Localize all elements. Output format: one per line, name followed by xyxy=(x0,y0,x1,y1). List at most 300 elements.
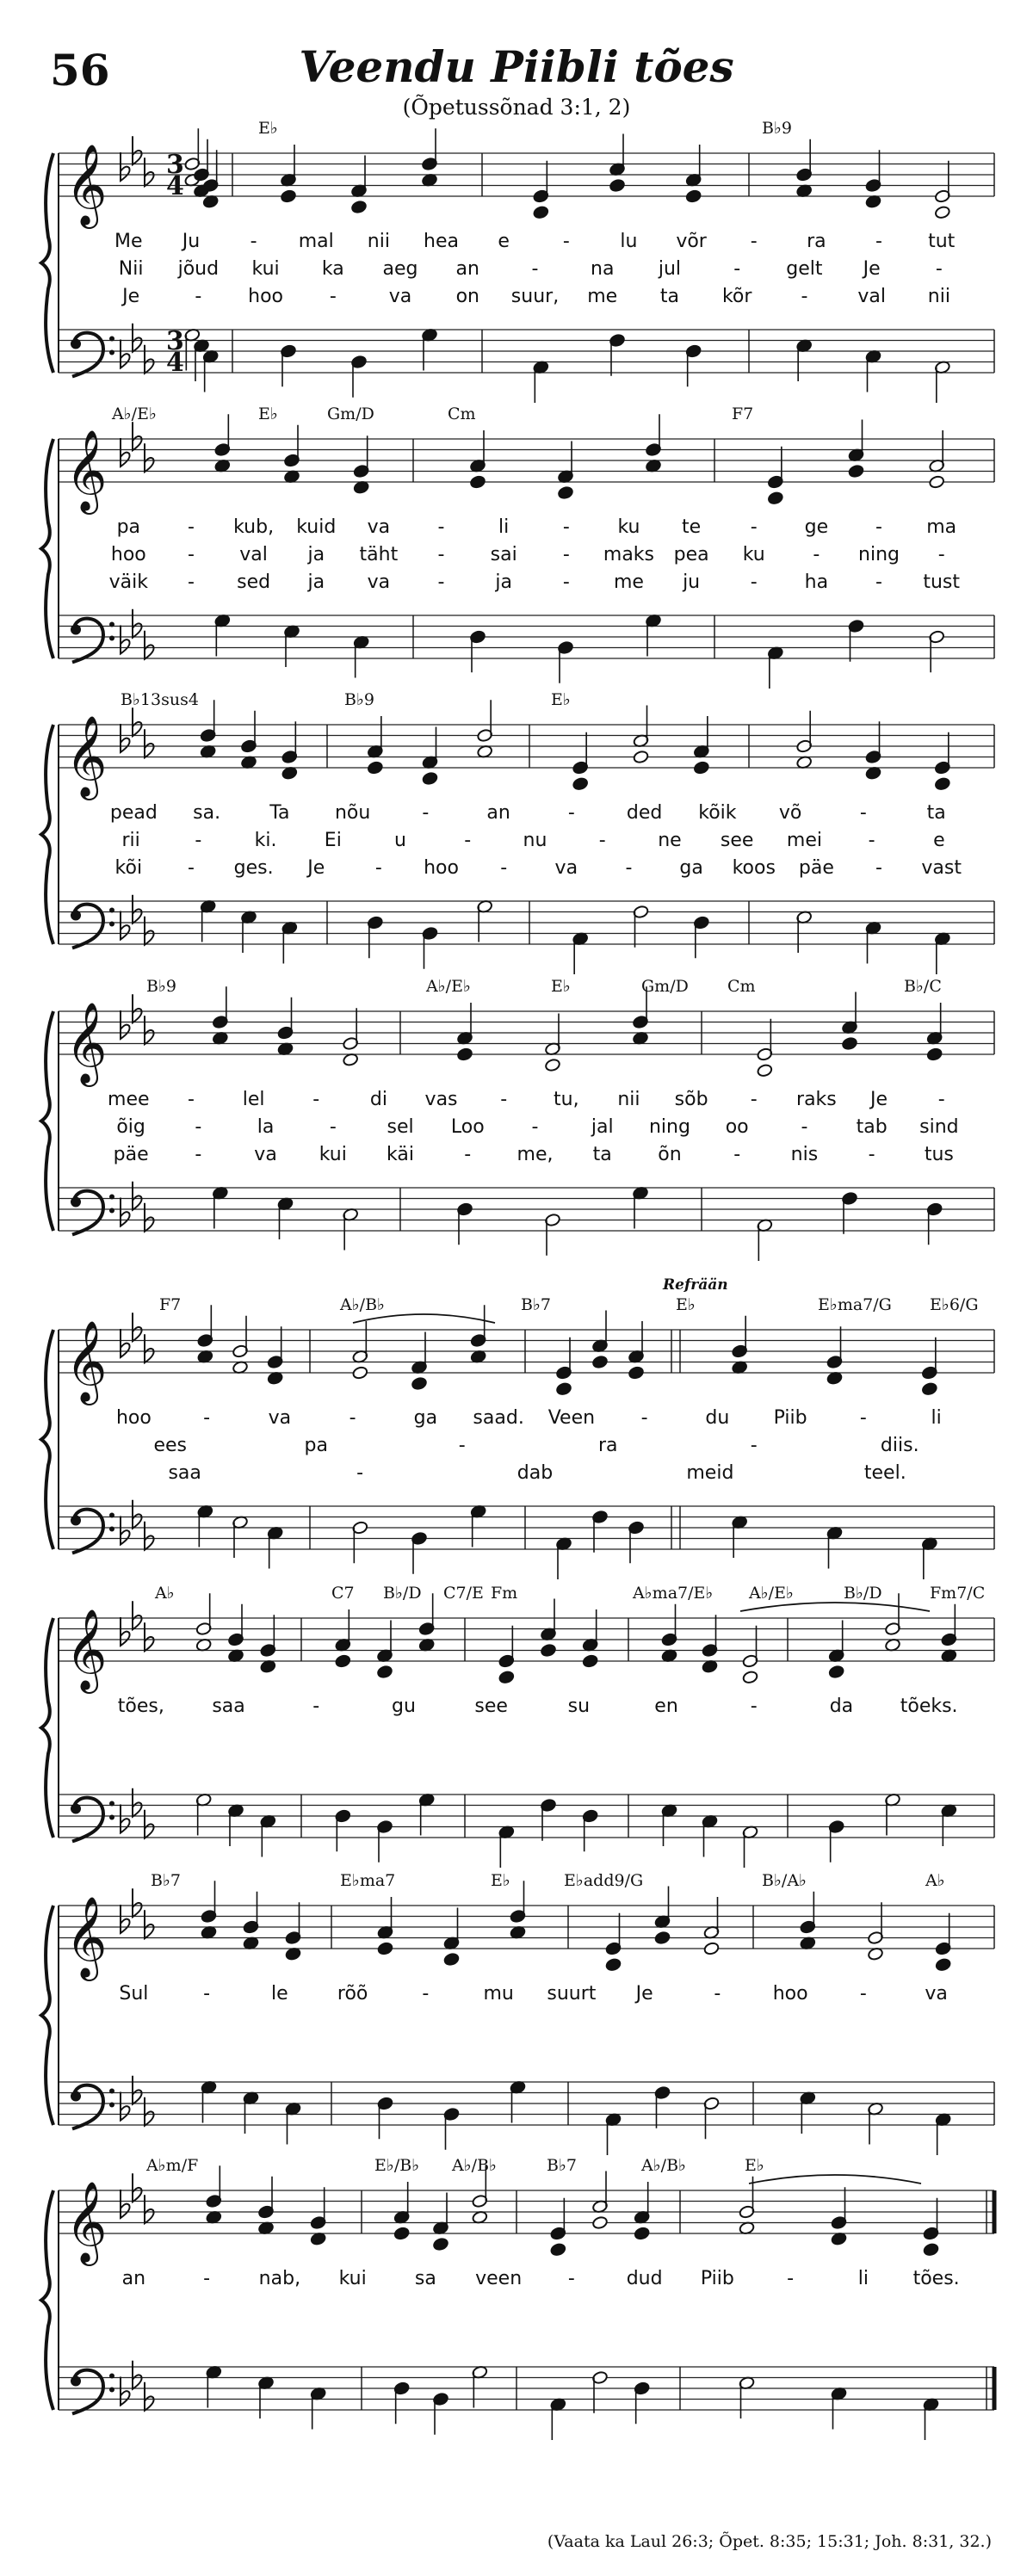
lyric-syllable: - xyxy=(567,802,575,824)
lyric-syllable: - xyxy=(801,286,808,307)
chord-symbol: A♭ xyxy=(925,1871,945,1890)
lyric-syllable: - xyxy=(875,516,883,538)
notehead xyxy=(934,206,950,219)
lyric-syllable: kõi xyxy=(114,857,143,879)
lyric-syllable: va xyxy=(268,1407,292,1429)
flat-sign xyxy=(121,626,130,654)
notehead xyxy=(456,1047,473,1061)
lyric-syllable: da xyxy=(829,1696,854,1717)
time-signature-treble-bottom: 4 xyxy=(166,171,184,201)
notehead xyxy=(609,178,625,192)
lyric-syllable: jal xyxy=(591,1116,614,1138)
notehead xyxy=(572,777,589,791)
notehead xyxy=(757,1064,773,1078)
lyric-syllable: hoo xyxy=(115,1407,152,1429)
chord-symbol: B♭7 xyxy=(547,2156,578,2175)
lyric-syllable: sa xyxy=(414,2268,436,2289)
lyric-syllable: Veen xyxy=(547,1407,596,1429)
notehead xyxy=(280,189,296,203)
chord-symbol: E♭ xyxy=(258,405,278,423)
notehead xyxy=(605,1958,622,1972)
lyric-syllable: - xyxy=(195,830,202,851)
lyric-syllable: - xyxy=(801,1116,808,1138)
lyric-syllable: va xyxy=(388,286,412,307)
time-signature-bass-top: 3 xyxy=(166,326,184,356)
time-signature-treble-top: 3 xyxy=(166,150,184,180)
lyric-syllable: - xyxy=(187,544,195,565)
lyric-syllable: Je xyxy=(863,258,881,280)
lyric-syllable: kui xyxy=(319,1144,347,1165)
treble-clef: 𝄞 xyxy=(65,2181,108,2263)
lyric-syllable: - xyxy=(868,1144,875,1165)
notehead xyxy=(533,206,549,219)
staff-brace xyxy=(41,1330,53,1549)
notehead xyxy=(633,750,649,763)
notehead xyxy=(693,761,709,775)
lyric-syllable: Loo xyxy=(450,1116,485,1138)
notehead xyxy=(411,1376,427,1390)
tie-slur xyxy=(749,2175,921,2184)
lyric-syllable: ma xyxy=(926,516,957,538)
lyric-syllable: - xyxy=(562,544,570,565)
notehead xyxy=(685,189,702,203)
notehead xyxy=(498,1671,515,1684)
notehead xyxy=(841,1036,857,1050)
lyric-syllable: - xyxy=(562,516,570,538)
lyric-syllable: nii xyxy=(927,286,950,307)
lyric-syllable: nis xyxy=(790,1144,819,1165)
flat-sign xyxy=(145,631,154,659)
lyric-syllable: Ei xyxy=(324,830,342,851)
lyric-syllable: see xyxy=(474,1696,508,1717)
lyric-syllable: - xyxy=(750,1089,758,1110)
lyric-syllable: suurt xyxy=(547,1983,597,2005)
staff-brace xyxy=(41,439,53,658)
lyric-syllable: ku xyxy=(617,516,640,538)
chord-symbol: A♭/B♭ xyxy=(340,1295,386,1314)
flat-sign xyxy=(145,1016,154,1044)
notehead xyxy=(557,485,573,499)
lyric-syllable: ning xyxy=(858,544,900,565)
lyric-syllable: va xyxy=(925,1983,948,2005)
lyric-syllable: di xyxy=(369,1089,387,1110)
lyric-syllable: mee xyxy=(108,1089,150,1110)
bass-clef-dot xyxy=(109,908,114,913)
lyric-syllable: - xyxy=(203,1983,211,2005)
lyric-syllable: - xyxy=(349,1407,356,1429)
notehead xyxy=(628,1366,644,1380)
notehead xyxy=(540,1643,556,1657)
lyric-syllable: ta xyxy=(659,286,680,307)
lyric-syllable: - xyxy=(500,1089,508,1110)
lyric-syllable: va xyxy=(367,571,391,593)
notehead xyxy=(923,2243,939,2257)
bass-clef-dot xyxy=(109,1195,114,1200)
bass-clef-dot xyxy=(71,1197,81,1208)
lyric-syllable: pa xyxy=(116,516,141,538)
flat-sign xyxy=(133,1788,142,1817)
lyric-syllable: kui xyxy=(251,258,280,280)
bass-clef-dot xyxy=(71,911,81,921)
lyric-syllable: Je xyxy=(870,1089,888,1110)
lyric-syllable: lel xyxy=(242,1089,265,1110)
lyric-syllable: Ta xyxy=(269,802,290,824)
lyric-syllable: an xyxy=(121,2268,146,2289)
lyric-syllable: vast xyxy=(921,857,962,879)
lyric-syllable: võr xyxy=(676,231,707,252)
lyric-syllable: ta xyxy=(926,802,946,824)
flat-sign xyxy=(145,1810,154,1838)
chord-symbol: E♭/B♭ xyxy=(374,2156,420,2175)
flat-sign xyxy=(133,1888,142,1917)
lyric-syllable: - xyxy=(464,830,472,851)
flat-sign xyxy=(121,1905,130,1933)
chord-symbol: B♭7 xyxy=(151,1871,182,1890)
chord-symbol: Cm xyxy=(727,977,756,996)
flat-sign xyxy=(133,1313,142,1341)
notehead xyxy=(591,1355,608,1368)
chord-symbol: C7/E xyxy=(443,1584,484,1603)
lyric-syllable: teel. xyxy=(863,1462,906,1484)
lyric-syllable: - xyxy=(187,1089,195,1110)
lyric-syllable: hoo xyxy=(248,286,283,307)
lyric-syllable: - xyxy=(714,1983,721,2005)
lyric-syllable: - xyxy=(312,1089,320,1110)
flat-sign xyxy=(133,2361,142,2389)
lyric-syllable: ja xyxy=(307,544,325,565)
chord-symbol: A♭ xyxy=(155,1584,175,1603)
lyric-syllable: ees xyxy=(153,1435,188,1456)
chord-symbol: E♭ xyxy=(551,977,571,996)
chord-symbol: E♭6/G xyxy=(930,1295,979,1314)
lyric-syllable: lu xyxy=(620,231,638,252)
flat-sign xyxy=(133,422,142,450)
bass-clef-dot xyxy=(71,339,81,349)
flat-sign xyxy=(145,1910,154,1938)
lyric-syllable: väik xyxy=(108,571,148,593)
flat-sign xyxy=(145,2195,154,2223)
lyric-syllable: va xyxy=(367,516,391,538)
lyric-syllable: hea xyxy=(424,231,460,252)
chord-symbol: A♭/E♭ xyxy=(426,977,471,996)
footnote: (Vaata ka Laul 26:3; Õpet. 8:35; 15:31; Joh. 8:31, 32.) xyxy=(547,2532,992,2551)
flat-sign xyxy=(145,917,154,945)
lyric-syllable: kui xyxy=(338,2268,367,2289)
lyric-syllable: li xyxy=(857,2268,869,2289)
lyric-syllable: - xyxy=(356,1462,364,1484)
chord-symbol: E♭ xyxy=(551,690,571,709)
bass-clef-dot xyxy=(109,922,114,927)
chord-symbol: C7 xyxy=(331,1584,355,1603)
lyric-syllable: va xyxy=(554,857,578,879)
notehead xyxy=(555,1382,572,1396)
lyric-syllable: päe xyxy=(113,1144,149,1165)
lyric-syllable: - xyxy=(422,1983,430,2005)
flat-sign xyxy=(121,2377,130,2406)
notehead xyxy=(591,2215,608,2229)
notehead xyxy=(443,1952,460,1966)
lyric-syllable: - xyxy=(598,830,606,851)
chord-symbol: E♭ xyxy=(491,1871,510,1890)
lyric-syllable: kõr xyxy=(721,286,752,307)
lyric-syllable: Je xyxy=(635,1983,653,2005)
lyric-syllable: hoo xyxy=(110,544,146,565)
lyric-syllable: - xyxy=(750,231,758,252)
lyric-syllable: nab, xyxy=(258,2268,301,2289)
song-number: 56 xyxy=(50,45,110,96)
lyric-syllable: nii xyxy=(367,231,390,252)
lyric-syllable: - xyxy=(458,1435,466,1456)
lyric-syllable: le xyxy=(271,1983,288,2005)
notehead xyxy=(376,1665,393,1678)
lyric-syllable: täht xyxy=(359,544,399,565)
chord-symbol: A♭/E♭ xyxy=(749,1584,794,1603)
scripture-reference: (Õpetussõnad 3:1, 2) xyxy=(402,95,631,120)
lyric-syllable: - xyxy=(187,571,195,593)
lyric-syllable: - xyxy=(195,1116,202,1138)
lyric-syllable: hoo xyxy=(772,1983,808,2005)
lyric-syllable: va xyxy=(254,1144,277,1165)
lyric-syllable: - xyxy=(868,830,875,851)
lyric-syllable: en xyxy=(654,1696,678,1717)
flat-sign xyxy=(145,2097,154,2126)
lyric-syllable: - xyxy=(750,1435,758,1456)
lyric-syllable: - xyxy=(531,1116,539,1138)
notehead xyxy=(703,1942,720,1955)
chord-symbol: E♭ma7/G xyxy=(818,1295,892,1314)
chord-symbol: B♭9 xyxy=(344,690,375,709)
lyric-syllable: rõõ xyxy=(337,1983,368,2005)
lyric-syllable: õn xyxy=(658,1144,682,1165)
notehead xyxy=(377,1942,393,1955)
lyric-syllable: - xyxy=(562,571,570,593)
lyric-syllable: - xyxy=(567,2268,575,2289)
flat-sign xyxy=(145,1334,154,1362)
chord-symbol: E♭ma7 xyxy=(340,1871,396,1890)
lyric-syllable: su xyxy=(567,1696,591,1717)
lyric-syllable: - xyxy=(875,571,883,593)
lyric-syllable: õig xyxy=(116,1116,145,1138)
lyric-syllable: - xyxy=(750,516,758,538)
flat-sign xyxy=(145,1203,154,1232)
lyric-syllable: - xyxy=(437,544,445,565)
flat-sign xyxy=(121,438,130,466)
lyric-syllable: - xyxy=(329,286,337,307)
lyric-syllable: sa. xyxy=(193,802,221,824)
notehead xyxy=(352,1366,368,1380)
lyric-syllable: Ju xyxy=(182,231,201,252)
lyric-syllable: - xyxy=(733,258,741,280)
lyric-syllable: tab xyxy=(856,1116,888,1138)
chord-symbol: A♭ma7/E♭ xyxy=(633,1584,714,1603)
lyric-syllable: sõb xyxy=(674,1089,708,1110)
bass-clef-dot xyxy=(109,1527,114,1532)
lyric-syllable: vas xyxy=(424,1089,458,1110)
lyric-syllable: - xyxy=(813,544,820,565)
lyric-syllable: li xyxy=(498,516,510,538)
chord-symbol: A♭/E♭ xyxy=(112,405,157,423)
flat-sign xyxy=(133,1182,142,1210)
flat-sign xyxy=(133,136,142,164)
lyric-syllable: - xyxy=(733,1144,741,1165)
lyric-syllable: - xyxy=(875,231,883,252)
lyric-syllable: ja xyxy=(307,571,325,593)
lyric-syllable: sai xyxy=(490,544,517,565)
lyric-syllable: - xyxy=(187,516,195,538)
notehead xyxy=(634,2227,650,2240)
lyric-syllable: te xyxy=(682,516,702,538)
staff-brace xyxy=(41,725,53,944)
chord-symbol: E♭ xyxy=(676,1295,696,1314)
lyric-syllable: aeg xyxy=(382,258,418,280)
flat-sign xyxy=(121,2092,130,2121)
lyric-syllable: pead xyxy=(109,802,158,824)
notehead xyxy=(654,1930,671,1944)
flat-sign xyxy=(133,2076,142,2104)
notehead xyxy=(393,2227,410,2240)
notehead xyxy=(848,464,864,478)
chord-symbol: A♭/B♭ xyxy=(452,2156,498,2175)
lyric-syllable: - xyxy=(859,1407,867,1429)
lyric-syllable: - xyxy=(859,1983,867,2005)
notehead xyxy=(742,1671,758,1684)
lyric-syllable: mei xyxy=(786,830,822,851)
notehead xyxy=(350,200,367,213)
chord-symbol: Gm/D xyxy=(327,405,374,423)
notehead xyxy=(921,1382,937,1396)
lyric-syllable: dab xyxy=(516,1462,554,1484)
staff-brace xyxy=(41,1011,53,1231)
notehead xyxy=(934,777,950,791)
flat-sign xyxy=(121,1805,130,1833)
song-title: Veendu Piibli tões xyxy=(299,41,734,92)
lyric-syllable: - xyxy=(464,1144,472,1165)
lyric-syllable: Sul xyxy=(119,1983,149,2005)
lyric-syllable: see xyxy=(720,830,754,851)
treble-clef: 𝄞 xyxy=(65,1320,108,1402)
lyric-syllable: - xyxy=(203,1407,211,1429)
flat-sign xyxy=(133,1601,142,1629)
chord-symbol: Gm/D xyxy=(641,977,689,996)
lyric-syllable: koos xyxy=(732,857,776,879)
lyric-syllable: - xyxy=(187,857,195,879)
lyric-syllable: ra xyxy=(807,231,826,252)
lyric-syllable: nii xyxy=(617,1089,640,1110)
lyric-syllable: dud xyxy=(626,2268,663,2289)
lyric-syllable: tões, xyxy=(117,1696,164,1717)
treble-clef: 𝄞 xyxy=(65,429,108,511)
chord-symbol: Fm7/C xyxy=(930,1584,986,1603)
bass-clef-dot xyxy=(109,1815,114,1820)
notehead xyxy=(929,475,945,489)
lyric-syllable: võ xyxy=(778,802,802,824)
lyric-syllable: - xyxy=(329,1116,337,1138)
lyric-syllable: oo xyxy=(725,1116,749,1138)
notehead xyxy=(582,1654,598,1668)
bass-clef-dot xyxy=(109,350,114,355)
flat-sign xyxy=(145,345,154,374)
lyric-syllable: ta xyxy=(592,1144,612,1165)
lyric-syllable: mal xyxy=(298,231,334,252)
lyric-syllable: Je xyxy=(122,286,140,307)
notehead xyxy=(544,1058,560,1072)
lyric-syllable: - xyxy=(859,802,867,824)
flat-sign xyxy=(121,724,130,752)
lyric-syllable: - xyxy=(750,1696,758,1717)
bass-clef-dot xyxy=(71,2376,81,2387)
lyric-syllable: - xyxy=(750,571,758,593)
lyric-syllable: val xyxy=(239,544,268,565)
lyric-syllable: ded xyxy=(626,802,663,824)
flat-sign xyxy=(121,1198,130,1226)
chord-symbol: A♭m/F xyxy=(146,2156,199,2175)
notehead xyxy=(335,1654,351,1668)
lyric-syllable: ki. xyxy=(254,830,277,851)
lyric-syllable: ning xyxy=(648,1116,690,1138)
lyric-syllable: ha xyxy=(804,571,829,593)
flat-sign xyxy=(145,443,154,472)
lyric-syllable: nu xyxy=(523,830,547,851)
lyric-syllable: - xyxy=(500,857,508,879)
lyric-syllable: me, xyxy=(516,1144,554,1165)
lyric-syllable: - xyxy=(203,2268,211,2289)
treble-clef: 𝄞 xyxy=(65,1609,108,1690)
flat-sign xyxy=(121,2190,130,2218)
lyric-syllable: sel xyxy=(387,1116,414,1138)
flat-sign xyxy=(145,2382,154,2411)
chord-symbol: B♭9 xyxy=(762,119,793,138)
chord-symbol: F7 xyxy=(732,405,754,423)
notehead xyxy=(935,1958,951,1972)
notehead xyxy=(828,1665,844,1678)
flat-sign xyxy=(133,324,142,352)
lyric-syllable: saa xyxy=(212,1696,245,1717)
bass-clef-dot xyxy=(109,2103,114,2108)
lyric-syllable: on xyxy=(455,286,479,307)
lyric-syllable: tões. xyxy=(912,2268,960,2289)
lyric-syllable: kub, xyxy=(233,516,275,538)
lyric-syllable: raks xyxy=(796,1089,837,1110)
lyric-syllable: jõud xyxy=(177,258,220,280)
tie-slur xyxy=(740,1603,930,1611)
lyric-syllable: Piib xyxy=(700,2268,734,2289)
lyric-syllable: ja xyxy=(495,571,512,593)
treble-clef: 𝄞 xyxy=(65,144,108,225)
lyric-syllable: nõu xyxy=(334,802,371,824)
lyric-syllable: veen xyxy=(475,2268,523,2289)
flat-sign xyxy=(121,152,130,181)
refrain-label: Refrään xyxy=(663,1276,728,1294)
lyric-syllable: tõeks. xyxy=(900,1696,958,1717)
bass-clef-dot xyxy=(71,625,81,635)
lyric-syllable: tut xyxy=(928,231,956,252)
bass-clef-dot xyxy=(109,1801,114,1807)
chord-symbol: F7 xyxy=(159,1295,182,1314)
lyric-syllable: e xyxy=(933,830,945,851)
lyric-syllable: ne xyxy=(658,830,682,851)
lyric-syllable: me xyxy=(613,571,644,593)
lyric-syllable: - xyxy=(422,802,430,824)
notehead xyxy=(432,2237,448,2251)
lyric-syllable: du xyxy=(705,1407,730,1429)
chord-symbol: B♭13sus4 xyxy=(121,690,199,709)
notehead xyxy=(367,761,383,775)
lyric-syllable: kõik xyxy=(698,802,737,824)
notehead xyxy=(767,491,783,505)
lyric-syllable: - xyxy=(787,2268,795,2289)
lyric-syllable: Me xyxy=(114,231,143,252)
lyric-syllable: gelt xyxy=(786,258,823,280)
